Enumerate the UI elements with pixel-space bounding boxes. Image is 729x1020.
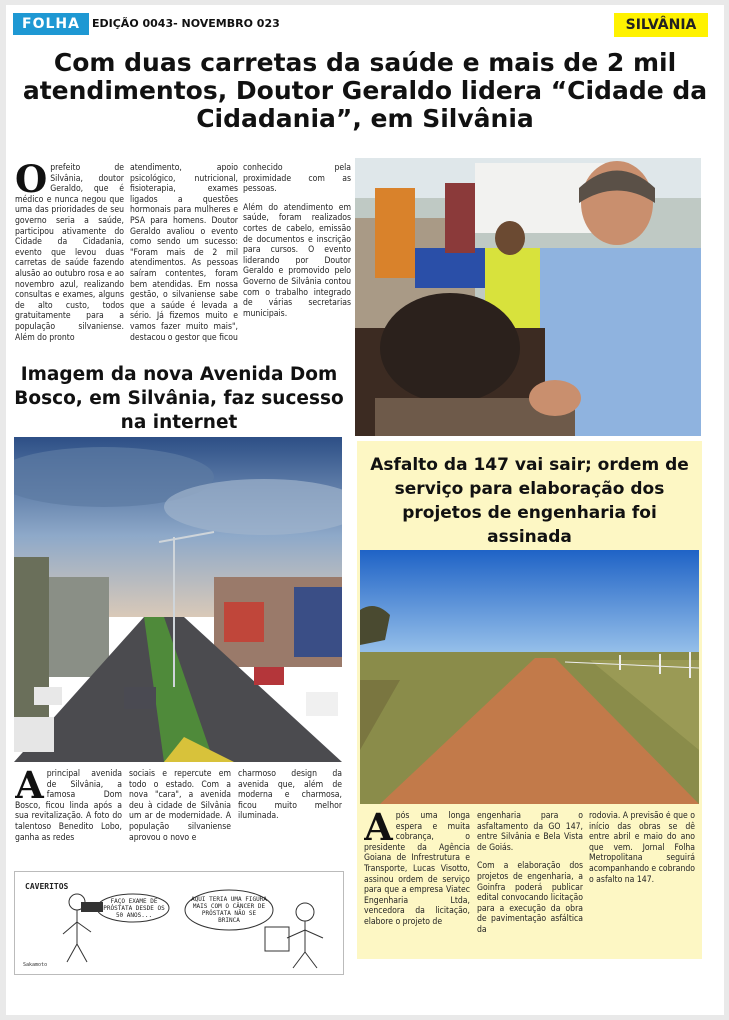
avenida-text-2: sociais e repercute em todo o estado. Com a nova "cara", a avenida deu à cidade de Silvânia um ar de modernidade. A população silvaniense aprovou o novo e [129, 769, 231, 843]
main-story-dropcap: O [15, 163, 48, 201]
asfalto-col-3 [589, 811, 695, 911]
main-story-col-3 [243, 163, 351, 343]
main-story-text-1: prefeito de Silvânia, doutor Geraldo, que é médico e nunca negou que uma das prioridades de seu governo seria a saúde, participou ativamente do Cidade da Cidadania, evento que levou duas carretas de saúde fazendo alusão ao outubro rosa e ao novembro azul, realizando consultas e exames, alguns de alto custo, todos gratuitamente para a população silvaniense. Além do pronto [15, 163, 124, 343]
city-badge: SILVÂNIA [614, 13, 708, 37]
avenida-dropcap: A [15, 769, 44, 807]
cartoon-signature: Sakamoto [23, 962, 48, 968]
avenida-col-2 [129, 769, 231, 859]
main-story-col-2 [130, 163, 238, 361]
asfalto-dropcap: A [364, 811, 393, 849]
asfalto-col-2 [477, 811, 583, 951]
avenida-headline: Imagem da nova Avenida Dom Bosco, em Silvânia, faz sucesso na internet [14, 364, 344, 433]
newspaper-brand: FOLHA [13, 13, 89, 35]
asfalto-text-1: pós uma longa espera e muita cobrança, o presidente da Agência Goiana de Infrestrutura e Transporte, Lucas Visotto, assinou ordem de serviço para que a empresa Viatec Engenharia Ltda, vencedora da licitação, elabore o projeto de [364, 811, 470, 927]
asfalto-text-2b: Com a elaboração dos projetos de engenharia, a Goinfra poderá publicar edital convocando licitação para a execução da obra de pavimentação asfáltica da [477, 861, 583, 935]
asfalto-headline: Asfalto da 147 vai sair; ordem de serviço para elaboração dos projetos de engenharia foi assinada [370, 455, 689, 547]
avenida-text-3: charmoso design da avenida que, além de moderna e charmosa, ficou muito melhor iluminada. [238, 769, 342, 822]
asfalto-story-box [357, 441, 702, 959]
cartoon-bubble-2: AQUI TERIA UMA FIGURA MAIS COM O CÂNCER DE PRÓSTATA NÃO SE BRINCA [191, 896, 267, 924]
dirt-road-photo [360, 550, 699, 804]
main-story-text-3a: conhecido pela proximidade com as pessoas. [243, 163, 351, 195]
avenida-text-1: principal avenida de Silvânia, a famosa Dom Bosco, ficou linda após a sua revitalização. A foto do talentoso Benedito Lobo, ganha as redes [15, 769, 122, 843]
main-headline: Com duas carretas da saúde e mais de 2 mil atendimentos, Doutor Geraldo lidera “Cidade da Cidadania”, em Silvânia [22, 48, 708, 133]
main-story-text-3b: Além do atendimento em saúde, foram realizados cortes de cabelo, emissão de documentos e inscrição para cursos. O evento liderando por Doutor Geraldo e promovido pelo Governo de Silvânia contou com o trabalho integrado de várias secretarias municipais. [243, 202, 351, 319]
avenida-col-3 [238, 769, 342, 859]
cartoon-title: CAVERITOS [25, 882, 69, 891]
asfalto-text-2a: engenharia para o asfaltamento da GO 147, entre Silvânia e Bela Vista de Goiás. [477, 811, 583, 853]
asfalto-text-3: rodovia. A previsão é que o início das obras se dê entre abril e maio do ano que vem. Jornal Folha Metropolitana seguirá acompanhando e cobrando o asfalto na 147. [589, 811, 695, 885]
newspaper-page [6, 5, 724, 1015]
main-story-text-2: atendimento, apoio psicológico, nutricional, fisioterapia, exames ligados a questões hormonais para mulheres e PSA para homens. Doutor Geraldo avaliou o evento como sendo um sucesso: "Foram mais de 2 mil atendimentos. As pessoas saíram contentes, foram bem atendidas. Em nossa gestão, o silvaniense sabe que a saúde é levada a sério. Já fizemos muito e vamos fazer muito mais", destacou o gestor que ficou [130, 163, 238, 343]
cartoon-bubble-1: FAÇO EXAME DE PRÓSTATA DESDE OS 50 ANOS... [103, 898, 165, 919]
mayor-event-photo [355, 158, 701, 436]
avenida-photo [14, 437, 342, 762]
cartoon-strip [14, 871, 344, 975]
edition-label: EDIÇÃO 0043- NOVEMBRO 023 [92, 17, 280, 30]
main-story-col-1 [15, 163, 124, 359]
avenida-col-1 [15, 769, 122, 859]
asfalto-col-1 [364, 811, 470, 951]
